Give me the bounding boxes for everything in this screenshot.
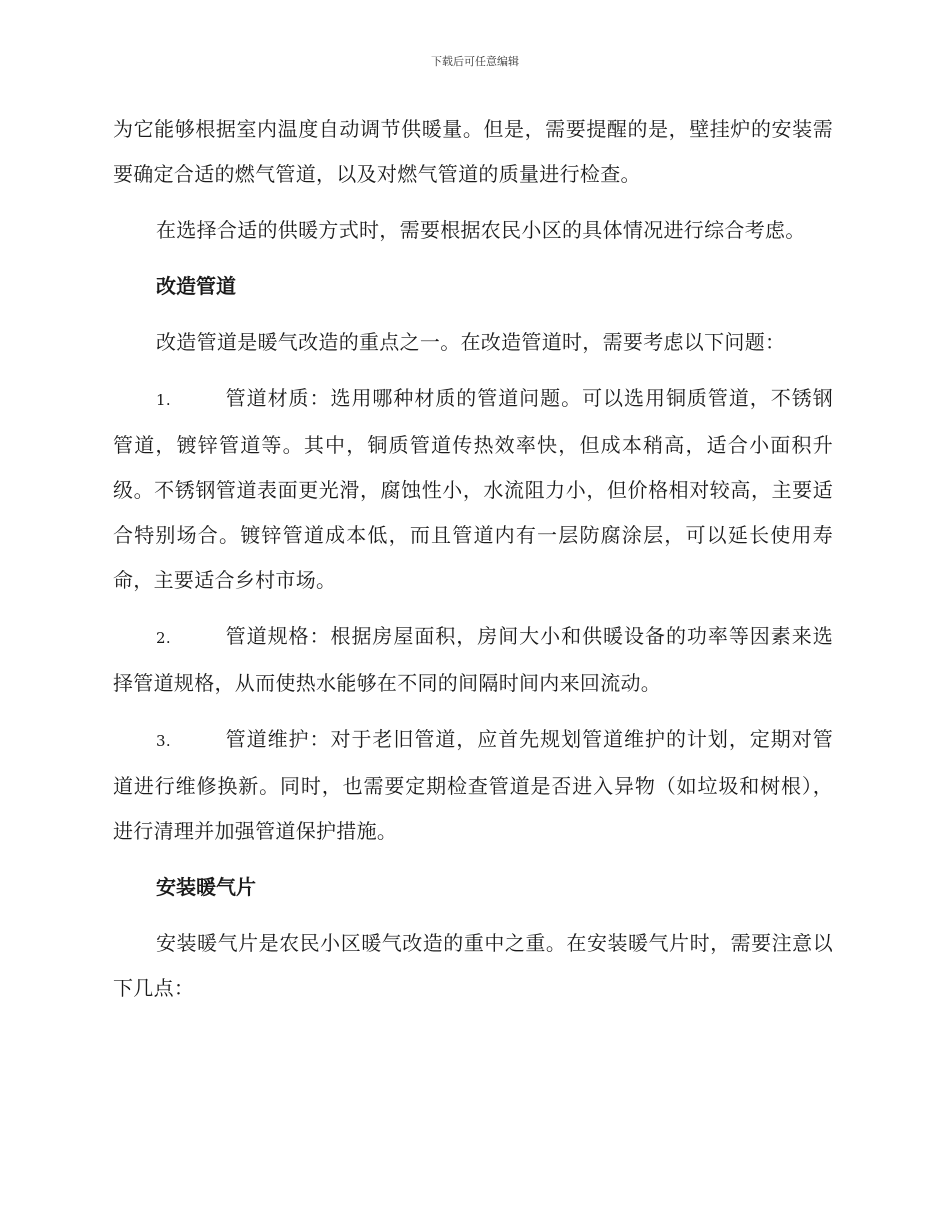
paragraph-heating-choice: 在选择合适的供暖方式时，需要根据农民小区的具体情况进行综合考虑。 bbox=[156, 218, 806, 242]
list-item-text: 管道规格：根据房屋面积，房间大小和供暖设备的功率等因素来选择管道规格，从而使热水能够在不同的间隔时间内来回流动。 bbox=[113, 624, 833, 695]
page-header: 下载后可任意编辑 bbox=[431, 55, 519, 68]
section-intro-radiators: 安装暖气片是农民小区暖气改造的重中之重。在安装暖气片时，需要注意以下几点： bbox=[113, 931, 833, 1000]
list-number: 1. bbox=[156, 391, 171, 409]
list-item-text: 管道材质：选用哪种材质的管道问题。可以选用铜质管道，不锈钢管道，镀锌管道等。其中，铜质管道传热效率快，但成本稍高，适合小面积升级。不锈钢管道表面更光滑，腐蚀性小，水流阻力小，但价格相对较高，主要适合特别场合。镀锌管道成本低，而且管道内有一层防腐涂层，可以延长使用寿命，主要适合乡村市场。 bbox=[113, 386, 833, 592]
paragraph-continued: 为它能够根据室内温度自动调节供暖量。但是，需要提醒的是，壁挂炉的安装需要确定合适的燃气管道，以及对燃气管道的质量进行检查。 bbox=[113, 117, 833, 186]
section-intro-pipes: 改造管道是暖气改造的重点之一。在改造管道时，需要考虑以下问题： bbox=[156, 330, 786, 354]
list-item-spec bbox=[113, 614, 833, 706]
document-body bbox=[113, 107, 833, 1011]
list-item-material bbox=[113, 376, 833, 603]
list-number: 2. bbox=[156, 629, 171, 647]
list-item-maintenance bbox=[113, 717, 833, 854]
list-number: 3. bbox=[156, 732, 171, 750]
section-heading-radiators: 安装暖气片 bbox=[156, 875, 256, 899]
section-heading-pipes: 改造管道 bbox=[156, 274, 236, 298]
list-item-text: 管道维护：对于老旧管道，应首先规划管道维护的计划，定期对管道进行维修换新。同时，也需要定期检查管道是否进入异物（如垃圾和树根），进行清理并加强管道保护措施。 bbox=[113, 727, 833, 843]
